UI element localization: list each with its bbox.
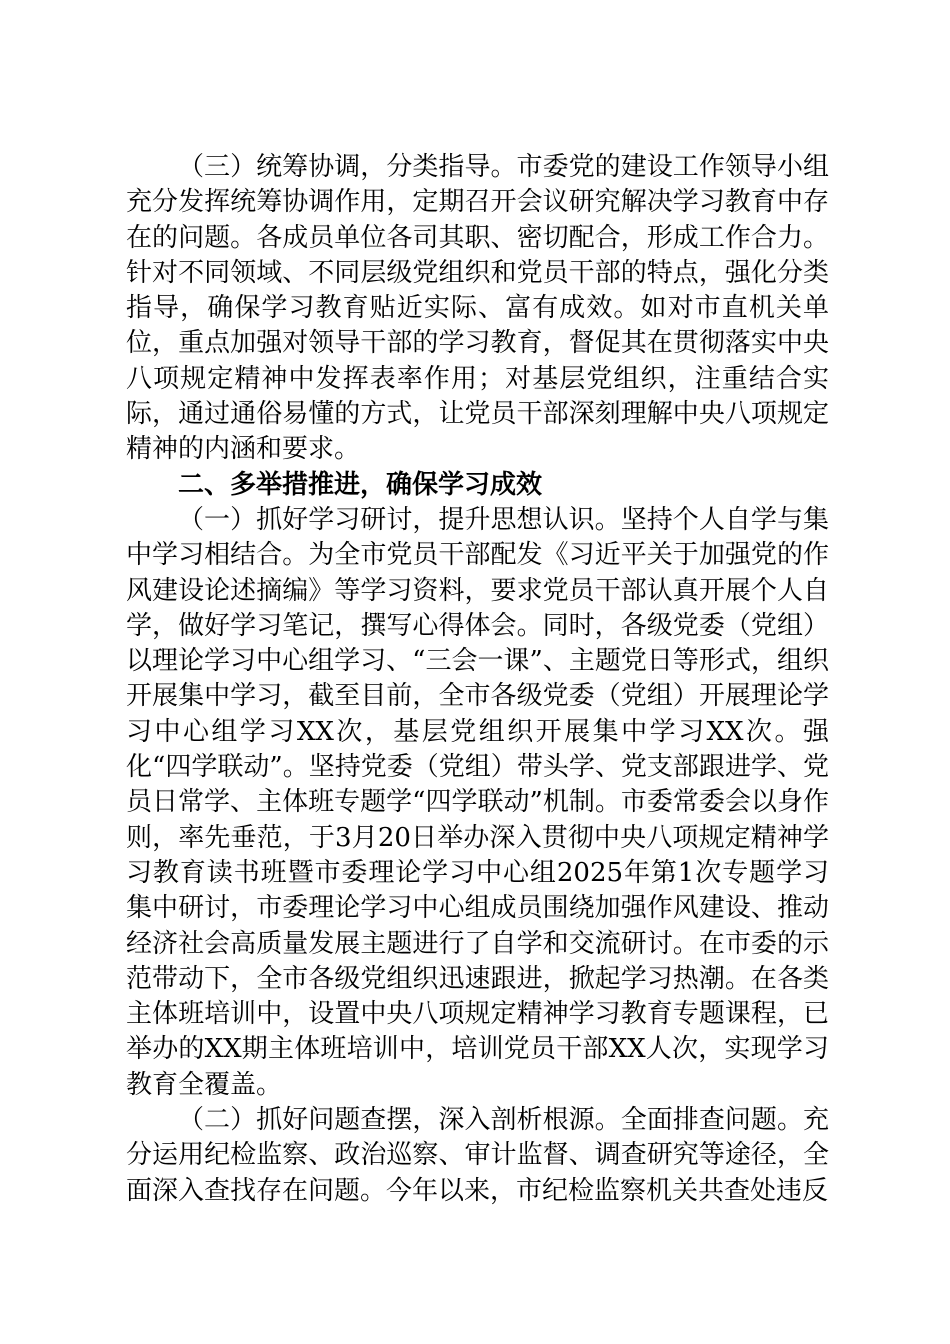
document-body [126,150,829,1209]
paragraph-coordination: （三）统筹协调，分类指导。市委党的建设工作领导小组充分发挥统筹协调作用，定期召开会议研究解决学习教育中存在的问题。各成员单位各司其职、密切配合，形成工作合力。针对不同领域、不同层级党组织和党员干部的特点，强化分类指导，确保学习教育贴近实际、富有成效。如对市直机关单位，重点加强对领导干部的学习教育，督促其在贯彻落实中央八项规定精神中发挥表率作用；对基层党组织，注重结合实际，通过通俗易懂的方式，让党员干部深刻理解中央八项规定精神的内涵和要求。 [126,152,829,465]
section-heading-2: 二、多举措推进，确保学习成效 [178,469,543,500]
paragraph-problem-finding: （二）抓好问题查摆，深入剖析根源。全面排查问题。充分运用纪检监察、政治巡察、审计监督、调查研究等途径，全面深入查找存在问题。今年以来，市纪检监察机关共查处违反 [126,1105,829,1206]
paragraph-study-discussion: （一）抓好学习研讨，提升思想认识。坚持个人自学与集中学习相结合。为全市党员干部配发《习近平关于加强党的作风建设论述摘编》等学习资料，要求党员干部认真开展个人自学，做好学习笔记，撰写心得体会。同时，各级党委（党组）以理论学习中心组学习、“三会一课”、主题党日等形式，组织开展集中学习，截至目前，全市各级党委（党组）开展理论学习中心组学习XX次，基层党组织开展集中学习XX次。强化“四学联动”。坚持党委（党组）带头学、党支部跟进学、党员日常学、主体班专题学“四学联动”机制。市委常委会以身作则，率先垂范，于3月20日举办深入贯彻中央八项规定精神学习教育读书班暨市委理论学习中心组2025年第1次专题学习集中研讨，市委理论学习中心组成员围绕加强作风建设、推动经济社会高质量发展主题进行了自学和交流研讨。在市委的示范带动下，全市各级党组织迅速跟进，掀起学习热潮。在各类主体班培训中，设置中央八项规定精神学习教育专题课程，已举办的XX期主体班培训中，培训党员干部XX人次，实现学习教育全覆盖。 [126,504,829,1100]
